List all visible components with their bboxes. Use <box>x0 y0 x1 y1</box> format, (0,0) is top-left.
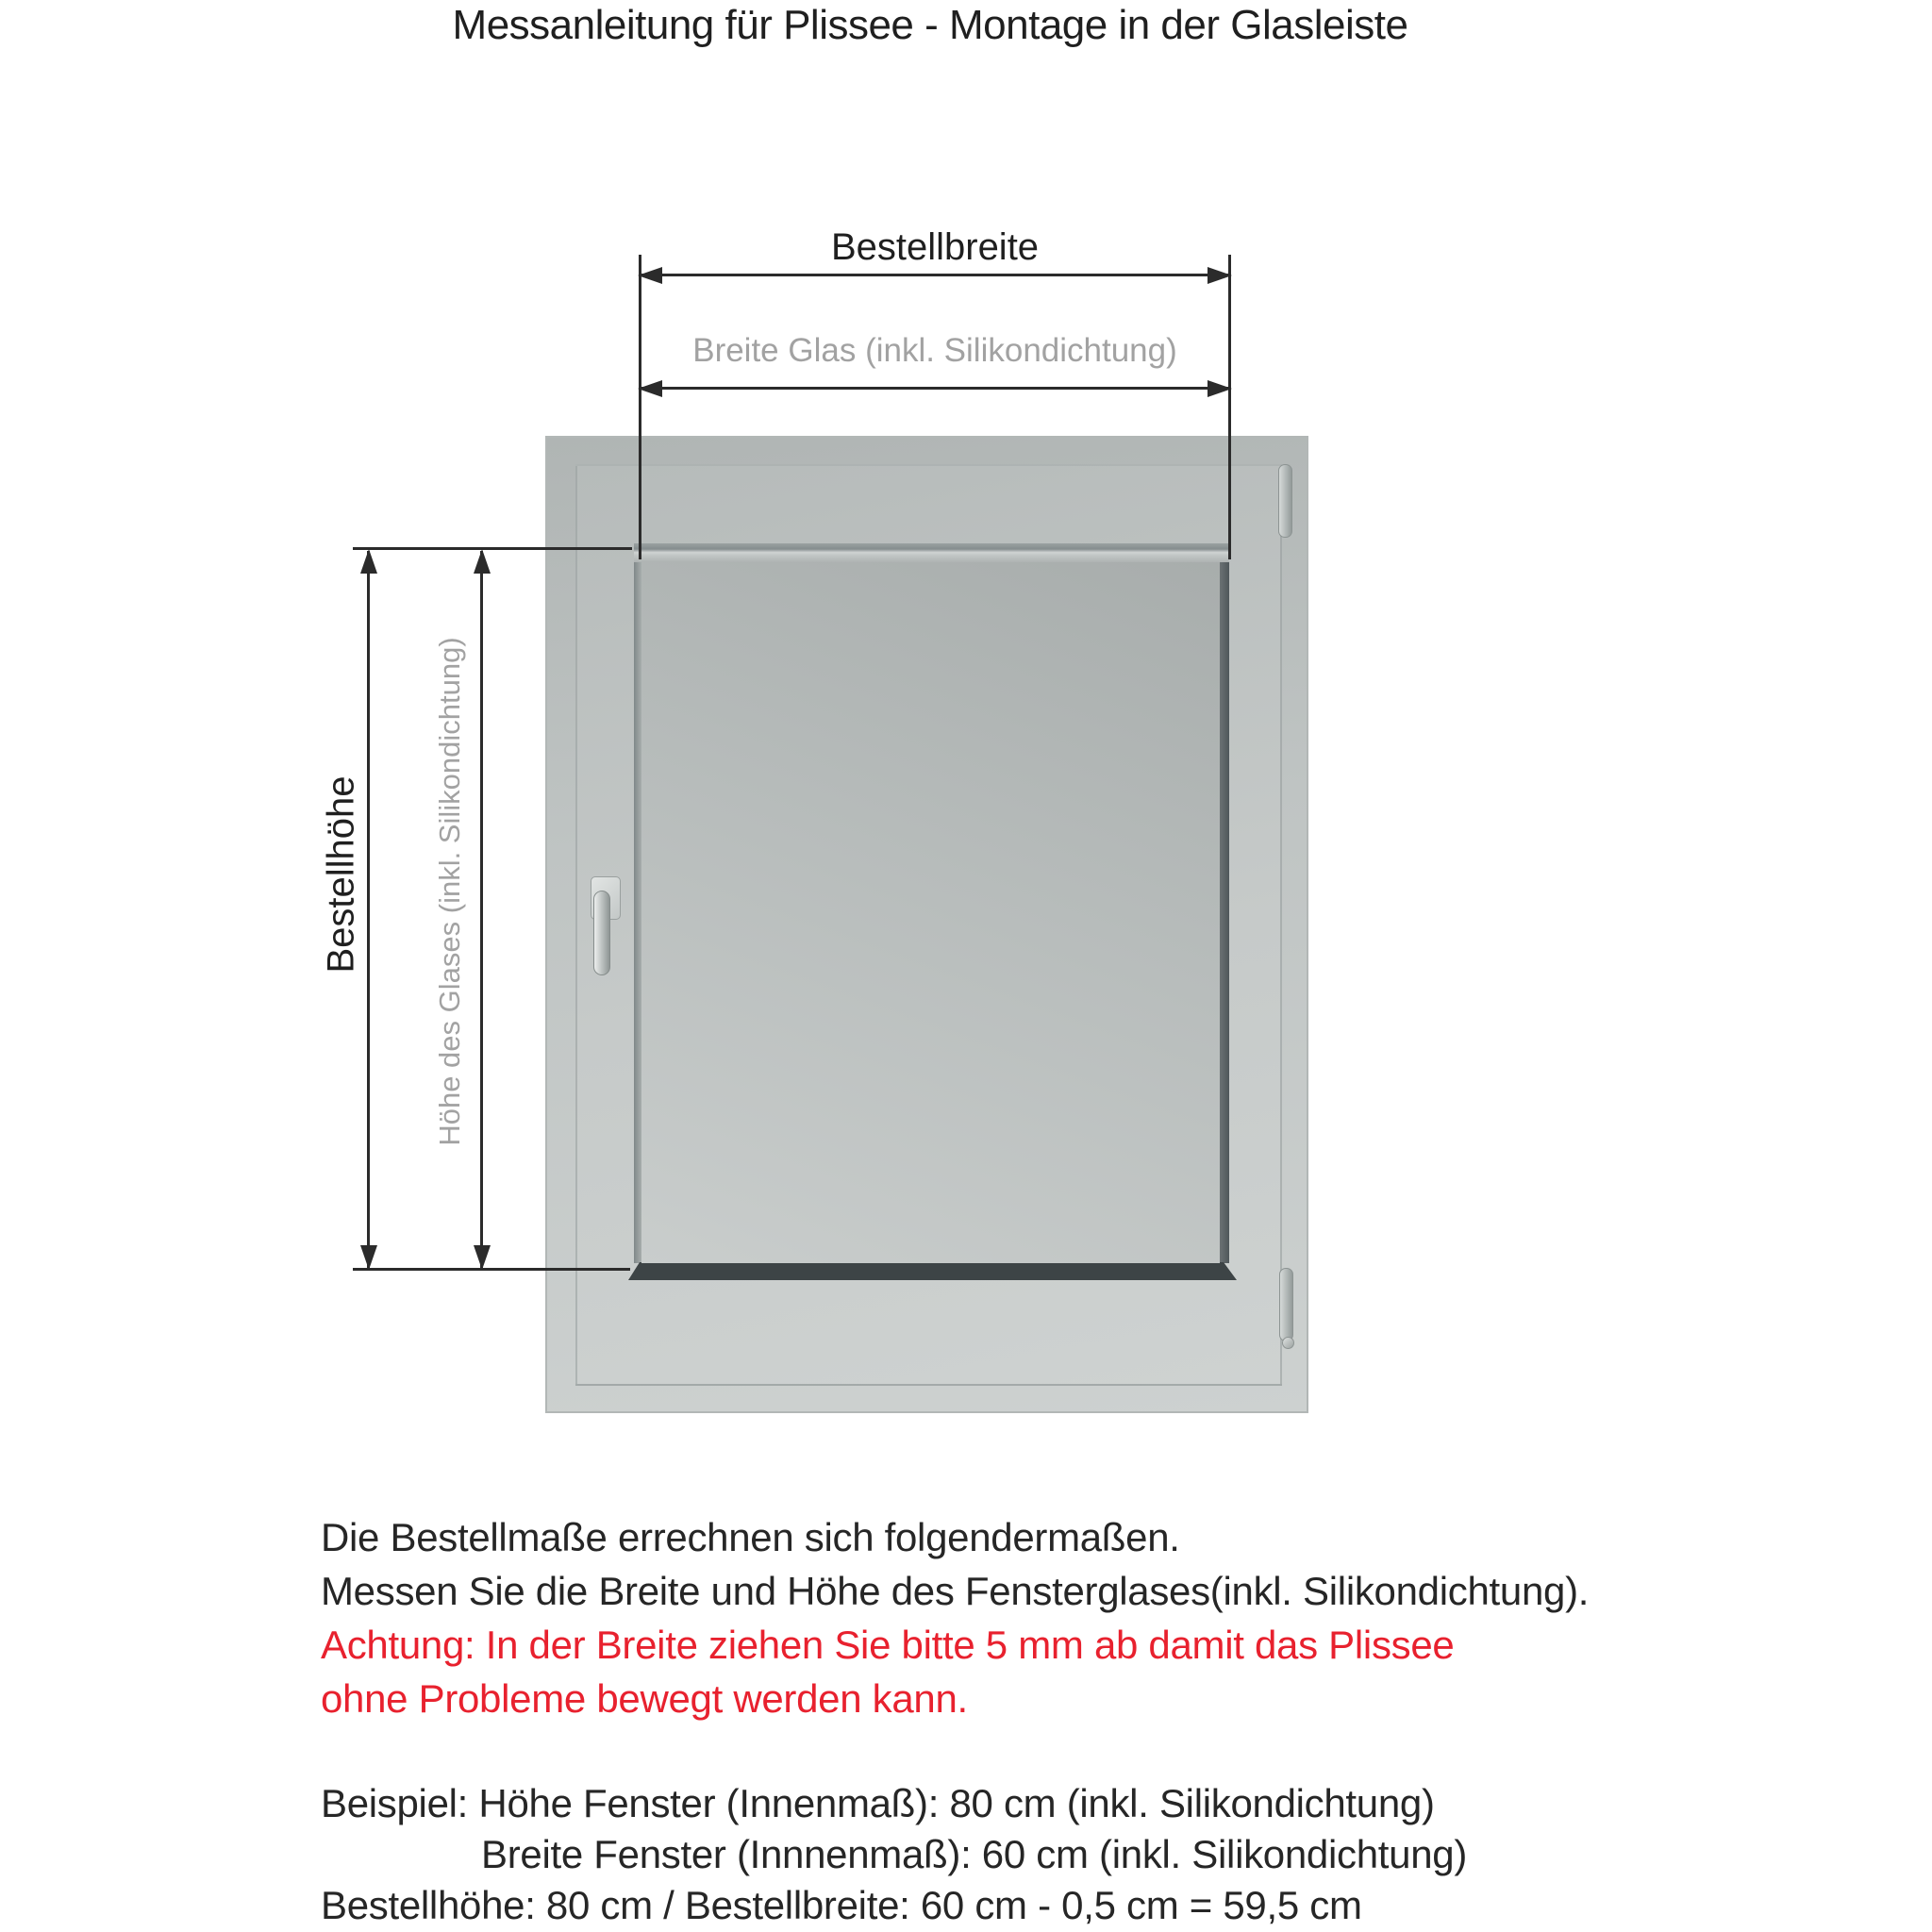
glass-pane <box>641 562 1220 1263</box>
window-hinge-top <box>1278 464 1292 538</box>
arrowhead-right-icon <box>1208 380 1232 397</box>
page-title: Messanleitung für Plissee - Montage in der Glasleiste <box>452 2 1408 48</box>
order-height-label: Bestellhöhe <box>320 775 362 974</box>
arrowhead-down-icon <box>360 1245 377 1270</box>
height-extension-line-top <box>353 547 632 550</box>
arrowhead-right-icon <box>1208 267 1232 284</box>
example-line-2: Breite Fenster (Innnenmaß): 60 cm (inkl. Silikondichtung) <box>481 1832 1468 1876</box>
glass-bead-left <box>634 562 641 1263</box>
arrowhead-up-icon <box>474 549 491 574</box>
glass-height-label: Höhe des Glases (inkl. Silikondichtung) <box>433 637 466 1146</box>
example-line-3: Bestellhöhe: 80 cm / Bestellbreite: 60 cm - 0,5 cm = 59,5 cm <box>321 1883 1362 1927</box>
instruction-line-1: Die Bestellmaße errechnen sich folgendermaßen. <box>321 1515 1180 1559</box>
arrowhead-left-icon <box>638 267 662 284</box>
glass-bead-top <box>634 543 1229 562</box>
window-hinge-knob <box>1282 1337 1294 1349</box>
example-block <box>321 1778 1467 1931</box>
arrowhead-left-icon <box>638 380 662 397</box>
window-glass <box>634 543 1229 1280</box>
warning-line-1: Achtung: In der Breite ziehen Sie bitte 5 mm ab damit das Plissee <box>321 1623 1455 1667</box>
arrowhead-up-icon <box>360 549 377 574</box>
window-hinge-bottom <box>1279 1268 1293 1341</box>
width-extension-line-right <box>1228 255 1231 559</box>
glass-width-arrow <box>640 387 1230 390</box>
order-width-label: Bestellbreite <box>830 226 1040 268</box>
glass-bead-right <box>1220 562 1229 1263</box>
glass-bead-bottom <box>628 1262 1237 1280</box>
warning-line-2: ohne Probleme bewegt werden kann. <box>321 1676 968 1721</box>
example-line-1: Beispiel: Höhe Fenster (Innenmaß): 80 cm (inkl. Silikondichtung) <box>321 1781 1435 1825</box>
instructions-block <box>321 1510 1589 1725</box>
glass-height-arrow <box>480 551 483 1268</box>
order-width-arrow <box>640 274 1230 276</box>
order-height-arrow <box>367 551 370 1268</box>
window-handle-grip <box>593 891 610 975</box>
height-extension-line-bottom <box>353 1268 630 1271</box>
glass-width-label: Breite Glas (inkl. Silikondichtung) <box>692 332 1177 369</box>
width-extension-line-left <box>639 255 641 559</box>
instruction-line-2: Messen Sie die Breite und Höhe des Fensterglases(inkl. Silikondichtung). <box>321 1569 1590 1613</box>
arrowhead-down-icon <box>474 1245 491 1270</box>
